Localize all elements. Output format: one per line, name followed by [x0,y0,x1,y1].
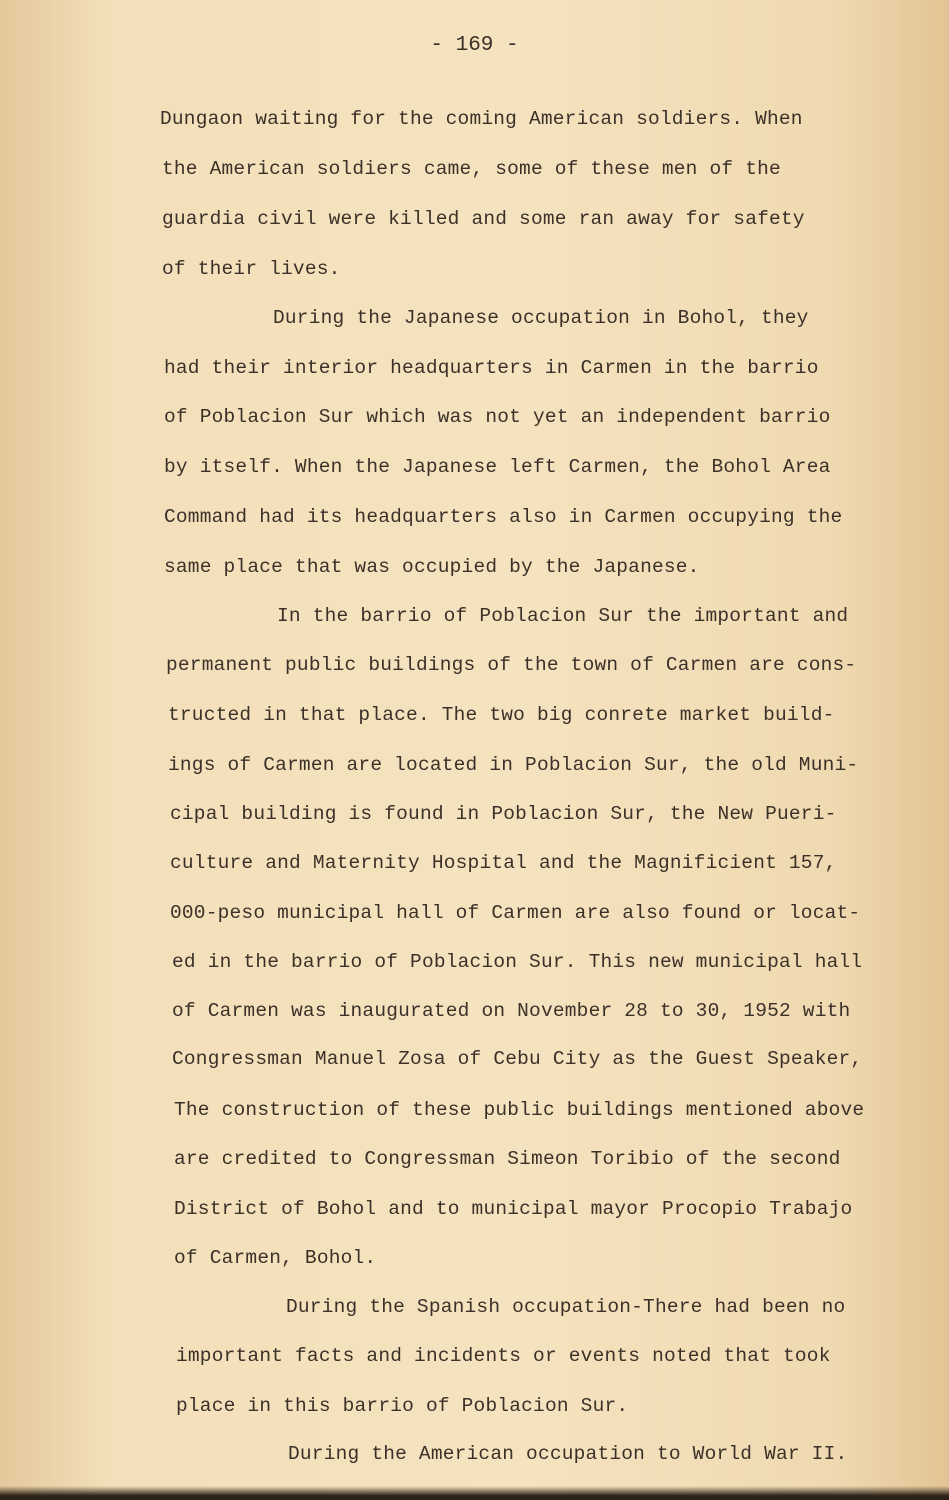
text-line: of Carmen was inaugurated on November 28 to 30, 1952 with [172,1000,851,1022]
text-line: The construction of these public buildings mentioned above [174,1099,865,1121]
text-line: Congressman Manuel Zosa of Cebu City as the Guest Speaker, [172,1048,863,1070]
text-line: 000-peso municipal hall of Carmen are also found or locat- [170,902,861,924]
text-line: Dungaon waiting for the coming American soldiers. When [160,108,803,130]
text-line: permanent public buildings of the town of Carmen are cons- [166,654,857,676]
text-line: During the Japanese occupation in Bohol, they [273,307,809,329]
text-line: of Poblacion Sur which was not yet an independent barrio [164,406,831,428]
text-line: ed in the barrio of Poblacion Sur. This new municipal hall [172,951,863,973]
text-line: of their lives. [162,258,341,280]
text-line: of Carmen, Bohol. [174,1247,377,1269]
text-line: by itself. When the Japanese left Carmen, the Bohol Area [164,456,831,478]
text-line: same place that was occupied by the Japanese. [164,556,700,578]
text-line: District of Bohol and to municipal mayor Procopio Trabajo [174,1198,853,1220]
text-line: cipal building is found in Poblacion Sur, the New Pueri- [170,803,837,825]
text-line: had their interior headquarters in Carmen in the barrio [164,357,819,379]
page-number: - 169 - [430,34,519,57]
text-line: guardia civil were killed and some ran away for safety [162,208,805,230]
text-line: In the barrio of Poblacion Sur the important and [277,605,849,627]
text-line: are credited to Congressman Simeon Toribio of the second [174,1148,841,1170]
text-line: During the Spanish occupation-There had been no [286,1296,846,1318]
text-line: important facts and incidents or events noted that took [176,1345,831,1367]
text-line: ings of Carmen are located in Poblacion Sur, the old Muni- [168,754,859,776]
text-line: Command had its headquarters also in Carmen occupying the [164,506,843,528]
text-line: the American soldiers came, some of these men of the [162,158,781,180]
text-line: During the American occupation to World War II. [288,1443,848,1465]
text-line: tructed in that place. The two big conrete market build- [168,704,835,726]
text-line: culture and Maternity Hospital and the Magnificient 157, [170,852,837,874]
text-line: place in this barrio of Poblacion Sur. [176,1395,629,1417]
